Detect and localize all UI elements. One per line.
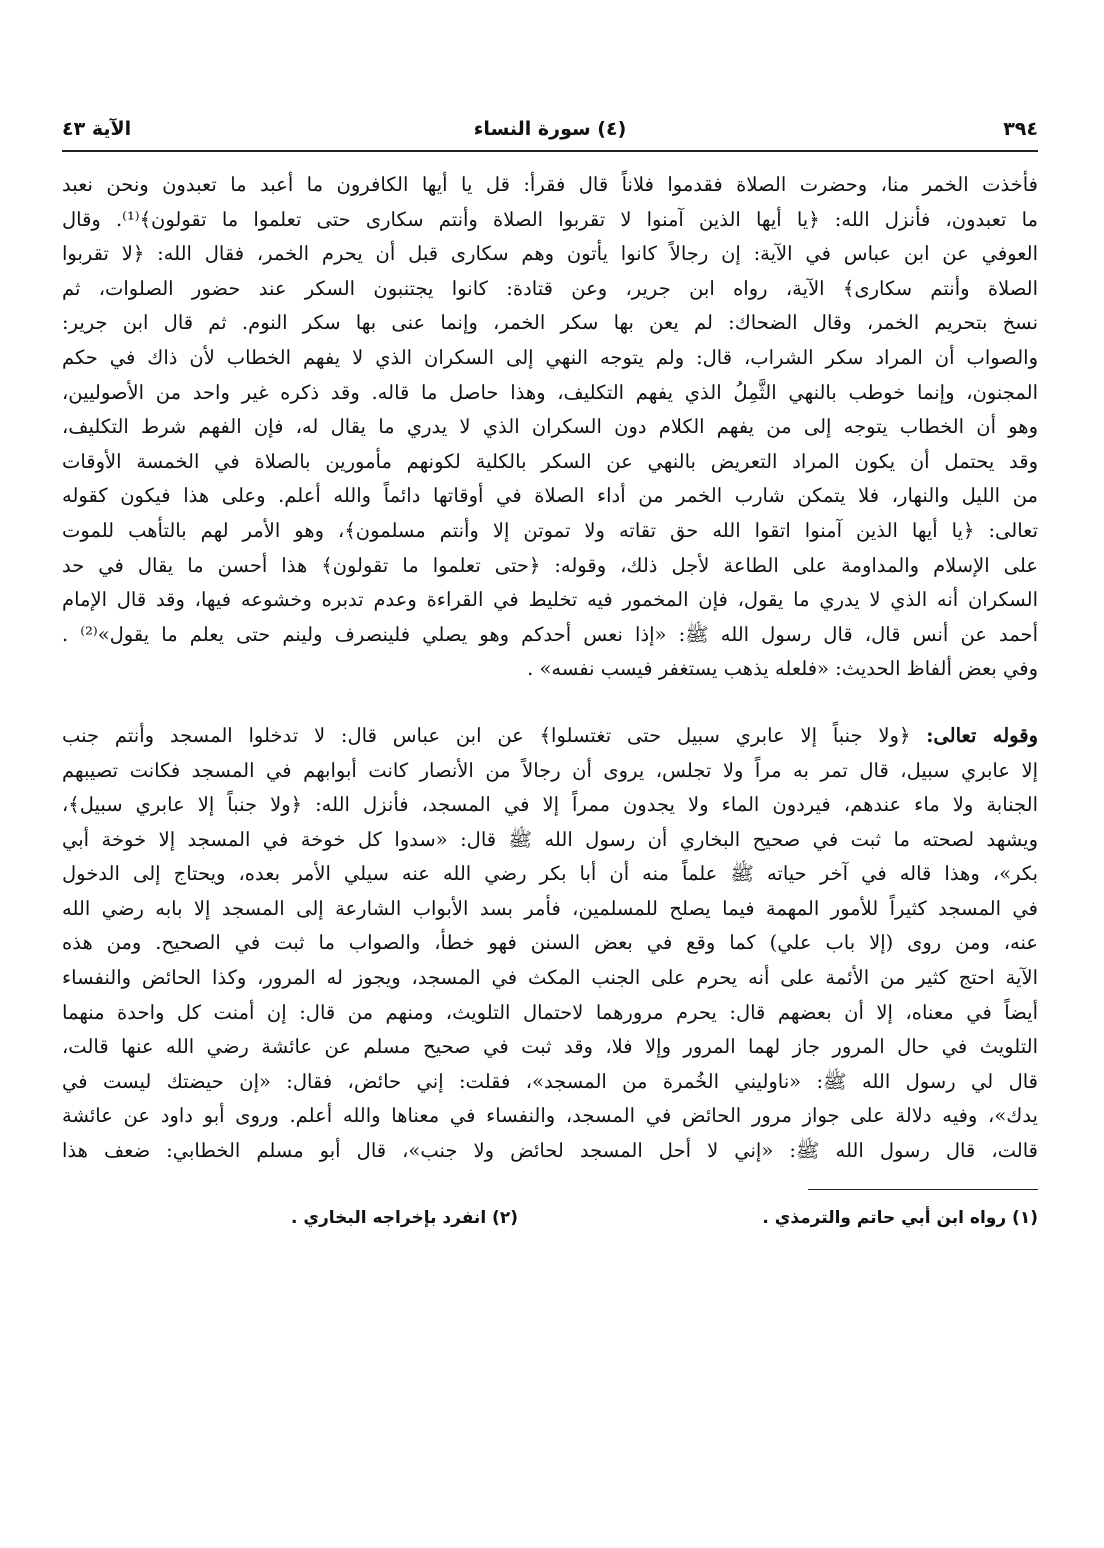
footnote-rule [808, 1189, 1038, 1190]
text-line: من الليل والنهار، فلا يتمكن شارب الخمر من أداء الصلاة في أوقاتها دائماً والله أعلم. وعلى هذا فيكون كقوله [62, 484, 1038, 508]
text-line: والصواب أن المراد سكر الشراب، قال: ولم يتوجه النهي إلى السكران الذي لا يفهم الخطاب لأن ذاك في حكم [62, 345, 1038, 369]
text-line: على الإسلام والمداومة على الطاعة لأجل ذلك، وقوله: ﴿حتى تعلموا ما تقولون﴾ هذا أحسن ما يقال في حد [62, 553, 1038, 577]
text-line: العوفي عن ابن عباس في الآية: إن رجالاً كانوا يأتون وهم سكارى قبل أن يحرم الخمر، فقال الله: ﴿لا تقربوا [62, 242, 1038, 266]
paragraph-gap [62, 687, 1038, 719]
text-line [62, 719, 1038, 754]
verse-label: الآية ٤٣ [62, 118, 132, 140]
text-line: الصلاة وأنتم سكارى﴾ الآية، رواه ابن جرير، وعن قتادة: كانوا يجتنبون السكر عند حضور الصلوات، ثم [62, 276, 1038, 300]
text-line: ويشهد لصحته ما ثبت في صحيح البخاري أن رسول الله ﷺ قال: «سدوا كل خوخة في المسجد إلا خوخة أبي [62, 827, 1038, 851]
main-text [62, 168, 1038, 1169]
text-line: عنه، ومن روى (إلا باب علي) كما وقع في بعض السنن فهو خطأ، والصواب ما ثبت في الصحيح. ومن هذه [62, 931, 1038, 955]
text-line: إلا عابري سبيل، قال تمر به مراً ولا تجلس، يروى أن رجالاً من الأنصار كانت أبوابهم في المسجد فكانت تصيبهم [62, 758, 1038, 782]
text-line: تعالى: ﴿يا أيها الذين آمنوا اتقوا الله حق تقاته ولا تموتن إلا وأنتم مسلمون﴾، وهو الأمر لهم بالتأهب للموت [62, 518, 1038, 542]
text-line: وهو أن الخطاب يتوجه إلى من يفهم الكلام دون السكران الذي لا يدري ما يقال له، فإن الفهم شرط التكليف، [62, 415, 1038, 439]
page-number: ٣٩٤ [1003, 118, 1038, 140]
text-line-rest: ﴿ولا جنباً إلا عابري سبيل حتى تغتسلوا﴾ عن ابن عباس قال: لا تدخلوا المسجد وأنتم جنب [62, 723, 927, 747]
paragraph-lead: وقوله تعالى: [926, 723, 1038, 747]
text-line: قال لي رسول الله ﷺ: «ناوليني الخُمرة من المسجد»، فقلت: إني حائض، فقال: «إن حيضتك ليست في [62, 1069, 1038, 1093]
text-line: التلويث في حال المرور جاز لهما المرور وإلا فلا، وقد ثبت في صحيح مسلم عن عائشة رضي الله عنها قالت، [62, 1035, 1038, 1059]
text-line: ما تعبدون، فأنزل الله: ﴿يا أيها الذين آمنوا لا تقربوا الصلاة وأنتم سكارى حتى تعلموا ما تقولون﴾⁽¹⁾. وقال [62, 207, 1038, 231]
page [62, 112, 1038, 1242]
text-line: قالت، قال رسول الله ﷺ: «إني لا أحل المسجد لحائض ولا جنب»، قال أبو مسلم الخطابي: ضعف هذا [62, 1139, 1038, 1163]
text-line: يدك»، وفيه دلالة على جواز مرور الحائض في المسجد، والنفساء في معناها والله أعلم. وروى أبو داود عن عائشة [62, 1104, 1038, 1128]
text-line: نسخ بتحريم الخمر، وقال الضحاك: لم يعن بها سكر الخمر، وإنما عنى بها سكر النوم. ثم قال ابن جرير: [62, 311, 1038, 335]
text-line: الجنابة ولا ماء عندهم، فيردون الماء ولا يجدون ممراً إلا في المسجد، فأنزل الله: ﴿ولا جنباً إلا عابري سبيل﴾، [62, 793, 1038, 817]
text-line: وقد يحتمل أن يكون المراد التعريض بالنهي عن السكر بالكلية لكونهم مأمورين بالصلاة في الخمسة الأوقات [62, 449, 1038, 473]
footnotes [62, 1202, 1038, 1242]
text-line: وفي بعض ألفاظ الحديث: «فلعله يذهب يستغفر فيسب نفسه» . [527, 657, 1038, 681]
page-header [62, 112, 1038, 148]
text-line: أحمد عن أنس قال، قال رسول الله ﷺ: «إذا نعس أحدكم وهو يصلي فلينصرف ولينم حتى يعلم ما يقول»⁽²⁾ . [62, 622, 1038, 646]
text-line: السكران أنه الذي لا يدري ما يقول، فإن المخمور فيه تخليط في القراءة وعدم تدبره وخشوعه فيها، وقد قال الإمام [62, 588, 1038, 612]
footnote-2: (٢) انفرد بإخراجه البخاري . [291, 1207, 518, 1228]
text-line: في المسجد كثيراً للأمور المهمة فيما يصلح للمسلمين، فأمر بسد الأبواب الشارعة إلى المسجد إلا بابه رضي الله [62, 896, 1038, 920]
header-rule [62, 150, 1038, 152]
text-line: فأخذت الخمر منا، وحضرت الصلاة فقدموا فلاناً قال فقرأ: قل يا أيها الكافرون ما أعبد ما تعبدون ونحن نعبد [62, 173, 1038, 196]
text-line: المجنون، وإنما خوطب بالنهي الثَّمِلُ الذي يفهم التكليف، وهذا حاصل ما قاله. وقد ذكره غير واحد من الأصوليين، [62, 380, 1038, 404]
text-line: أيضاً في معناه، إلا أن بعضهم قال: يحرم مرورهما لاحتمال التلويث، ومنهم من قال: إن أمنت كل واحدة منهما [62, 1000, 1038, 1024]
text-line: الآية احتج كثير من الأئمة على أنه يحرم على الجنب المكث في المسجد، ويجوز له المرور، وكذا الحائض والنفساء [62, 966, 1038, 990]
footnote-1: (١) رواه ابن أبي حاتم والترمذي . [762, 1207, 1038, 1228]
text-line: بكر»، وهذا قاله في آخر حياته ﷺ علماً منه أن أبا بكر رضي الله عنه سيلي الأمر بعده، ويحتاج إلى الدخول [62, 862, 1038, 886]
surah-title: (٤) سورة النساء [473, 118, 627, 140]
